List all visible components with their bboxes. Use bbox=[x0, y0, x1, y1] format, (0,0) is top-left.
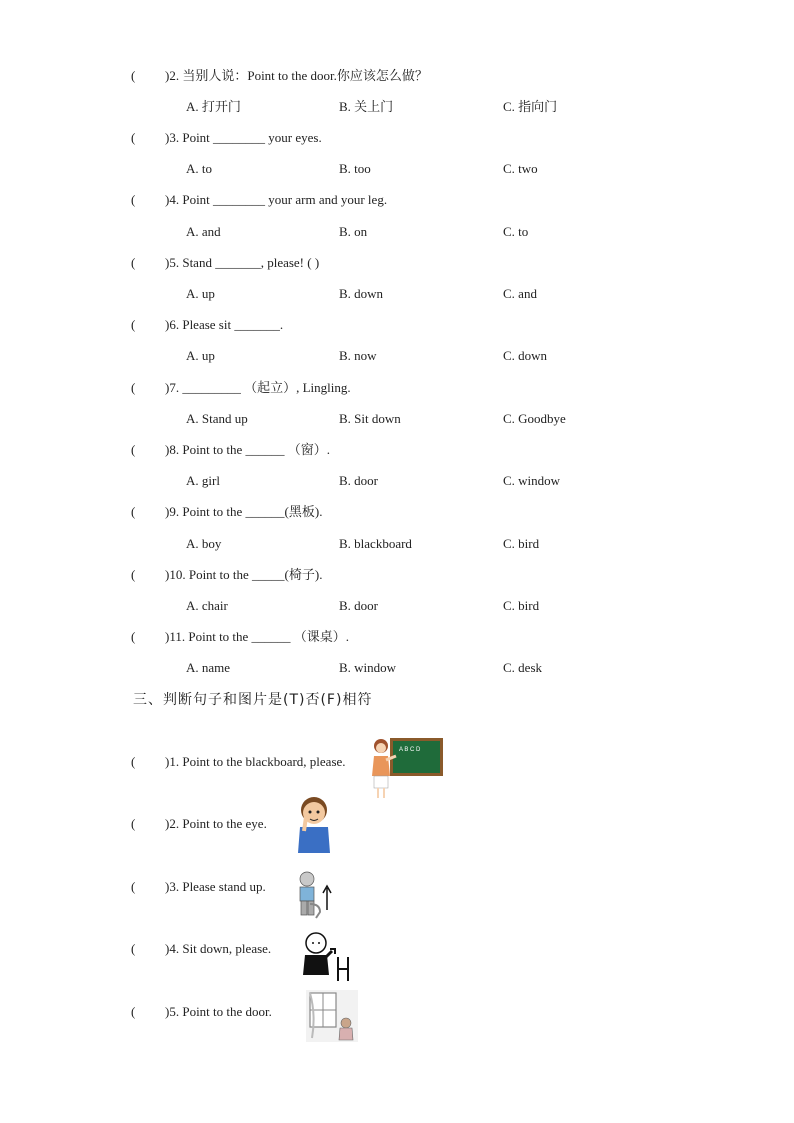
option-b: B. Sit down bbox=[339, 411, 401, 426]
tf-question-4 bbox=[131, 940, 271, 958]
answer-paren[interactable]: ( bbox=[131, 629, 136, 644]
question-number: )10. bbox=[165, 567, 186, 582]
tf-question-5 bbox=[131, 1003, 272, 1021]
question-text: Point ________ your eyes. bbox=[179, 130, 322, 145]
answer-paren[interactable]: ( bbox=[131, 442, 136, 457]
answer-paren[interactable]: ( bbox=[131, 941, 136, 956]
option-c: C. and bbox=[503, 286, 537, 301]
option-a: A. up bbox=[186, 348, 215, 363]
section-three-title: 三、判断句子和图片是(T)否(F)相符 bbox=[133, 692, 373, 708]
option-a: A. 打开门 bbox=[186, 99, 241, 114]
stand-up-picture bbox=[296, 870, 334, 920]
option-c: C. two bbox=[503, 161, 538, 176]
answer-paren[interactable]: ( bbox=[131, 816, 136, 831]
answer-paren[interactable]: ( bbox=[131, 130, 136, 145]
question-text: Please sit _______. bbox=[179, 317, 284, 332]
question-text: Point to the blackboard, please. bbox=[179, 754, 346, 769]
option-c: C. window bbox=[503, 473, 561, 488]
option-c: C. desk bbox=[503, 660, 542, 675]
option-b: B. window bbox=[339, 660, 397, 675]
option-c: C. to bbox=[503, 224, 529, 239]
question-2-stem bbox=[131, 67, 428, 85]
question-text: Point ________ your arm and your leg. bbox=[179, 192, 388, 207]
question-text: Please stand up. bbox=[179, 879, 266, 894]
option-b: B. blackboard bbox=[339, 536, 412, 551]
question-text: Point to the ______ （窗）. bbox=[179, 442, 331, 457]
tf-question-2 bbox=[131, 815, 267, 833]
question-9-stem bbox=[131, 503, 322, 521]
option-c: C. 指向门 bbox=[503, 99, 558, 114]
option-a: A. boy bbox=[186, 536, 222, 551]
option-a: A. chair bbox=[186, 598, 228, 613]
question-text: Point to the ______(黑板). bbox=[179, 504, 323, 519]
option-c: C. bird bbox=[503, 598, 540, 613]
question-number: )11. bbox=[165, 629, 186, 644]
question-number: )2. bbox=[165, 68, 180, 83]
option-c: C. down bbox=[503, 348, 548, 363]
question-number: )3. bbox=[165, 130, 180, 145]
question-number: )8. bbox=[165, 442, 180, 457]
answer-paren[interactable]: ( bbox=[131, 68, 136, 83]
question-number: )7. bbox=[165, 380, 180, 395]
question-3-stem bbox=[131, 129, 322, 147]
question-text: Point to the ______ （课桌）. bbox=[185, 629, 350, 644]
option-b: B. door bbox=[339, 473, 378, 488]
question-number: )1. bbox=[165, 754, 180, 769]
question-text: Point to the _____(椅子). bbox=[185, 567, 323, 582]
option-b: B. on bbox=[339, 224, 368, 239]
option-b: B. down bbox=[339, 286, 384, 301]
option-b: B. 关上门 bbox=[339, 99, 394, 114]
answer-paren[interactable]: ( bbox=[131, 380, 136, 395]
option-b: B. now bbox=[339, 348, 377, 363]
option-a: A. Stand up bbox=[186, 411, 248, 426]
tf-question-3 bbox=[131, 878, 266, 896]
question-7-stem bbox=[131, 379, 351, 397]
question-text: _________ （起立）, Lingling. bbox=[179, 380, 351, 395]
question-8-stem bbox=[131, 441, 330, 459]
blackboard-letters: A B C D bbox=[399, 747, 421, 753]
option-a: A. to bbox=[186, 161, 212, 176]
question-number: )5. bbox=[165, 1004, 180, 1019]
tf-question-1 bbox=[131, 753, 346, 771]
question-11-stem bbox=[131, 628, 349, 646]
option-a: A. and bbox=[186, 224, 221, 239]
answer-paren[interactable]: ( bbox=[131, 567, 136, 582]
question-5-stem bbox=[131, 254, 319, 272]
question-number: )3. bbox=[165, 879, 180, 894]
question-text: Sit down, please. bbox=[179, 941, 272, 956]
question-number: )5. bbox=[165, 255, 180, 270]
question-number: )2. bbox=[165, 816, 180, 831]
answer-paren[interactable]: ( bbox=[131, 879, 136, 894]
option-a: A. up bbox=[186, 286, 215, 301]
question-text: Point to the eye. bbox=[179, 816, 267, 831]
boy-eye-picture bbox=[294, 795, 334, 855]
option-b: B. door bbox=[339, 598, 378, 613]
option-a: A. girl bbox=[186, 473, 220, 488]
question-number: )4. bbox=[165, 941, 180, 956]
option-c: C. bird bbox=[503, 536, 540, 551]
option-b: B. too bbox=[339, 161, 371, 176]
question-text: Point to the door. bbox=[179, 1004, 272, 1019]
question-6-stem bbox=[131, 316, 283, 334]
option-c: C. Goodbye bbox=[503, 411, 566, 426]
answer-paren[interactable]: ( bbox=[131, 255, 136, 270]
answer-paren[interactable]: ( bbox=[131, 317, 136, 332]
answer-paren[interactable]: ( bbox=[131, 192, 136, 207]
question-10-stem bbox=[131, 566, 322, 584]
question-number: )9. bbox=[165, 504, 180, 519]
answer-paren[interactable]: ( bbox=[131, 504, 136, 519]
sit-down-picture bbox=[302, 931, 354, 983]
question-number: )6. bbox=[165, 317, 180, 332]
question-text: Stand _______, please! ( ) bbox=[179, 255, 320, 270]
question-4-stem bbox=[131, 191, 387, 209]
teacher-blackboard-picture bbox=[368, 736, 446, 800]
window-picture bbox=[306, 990, 358, 1042]
option-a: A. name bbox=[186, 660, 231, 675]
question-text: 当别人说：Point to the door.你应该怎么做？ bbox=[179, 68, 428, 83]
answer-paren[interactable]: ( bbox=[131, 1004, 136, 1019]
answer-paren[interactable]: ( bbox=[131, 754, 136, 769]
question-number: )4. bbox=[165, 192, 180, 207]
